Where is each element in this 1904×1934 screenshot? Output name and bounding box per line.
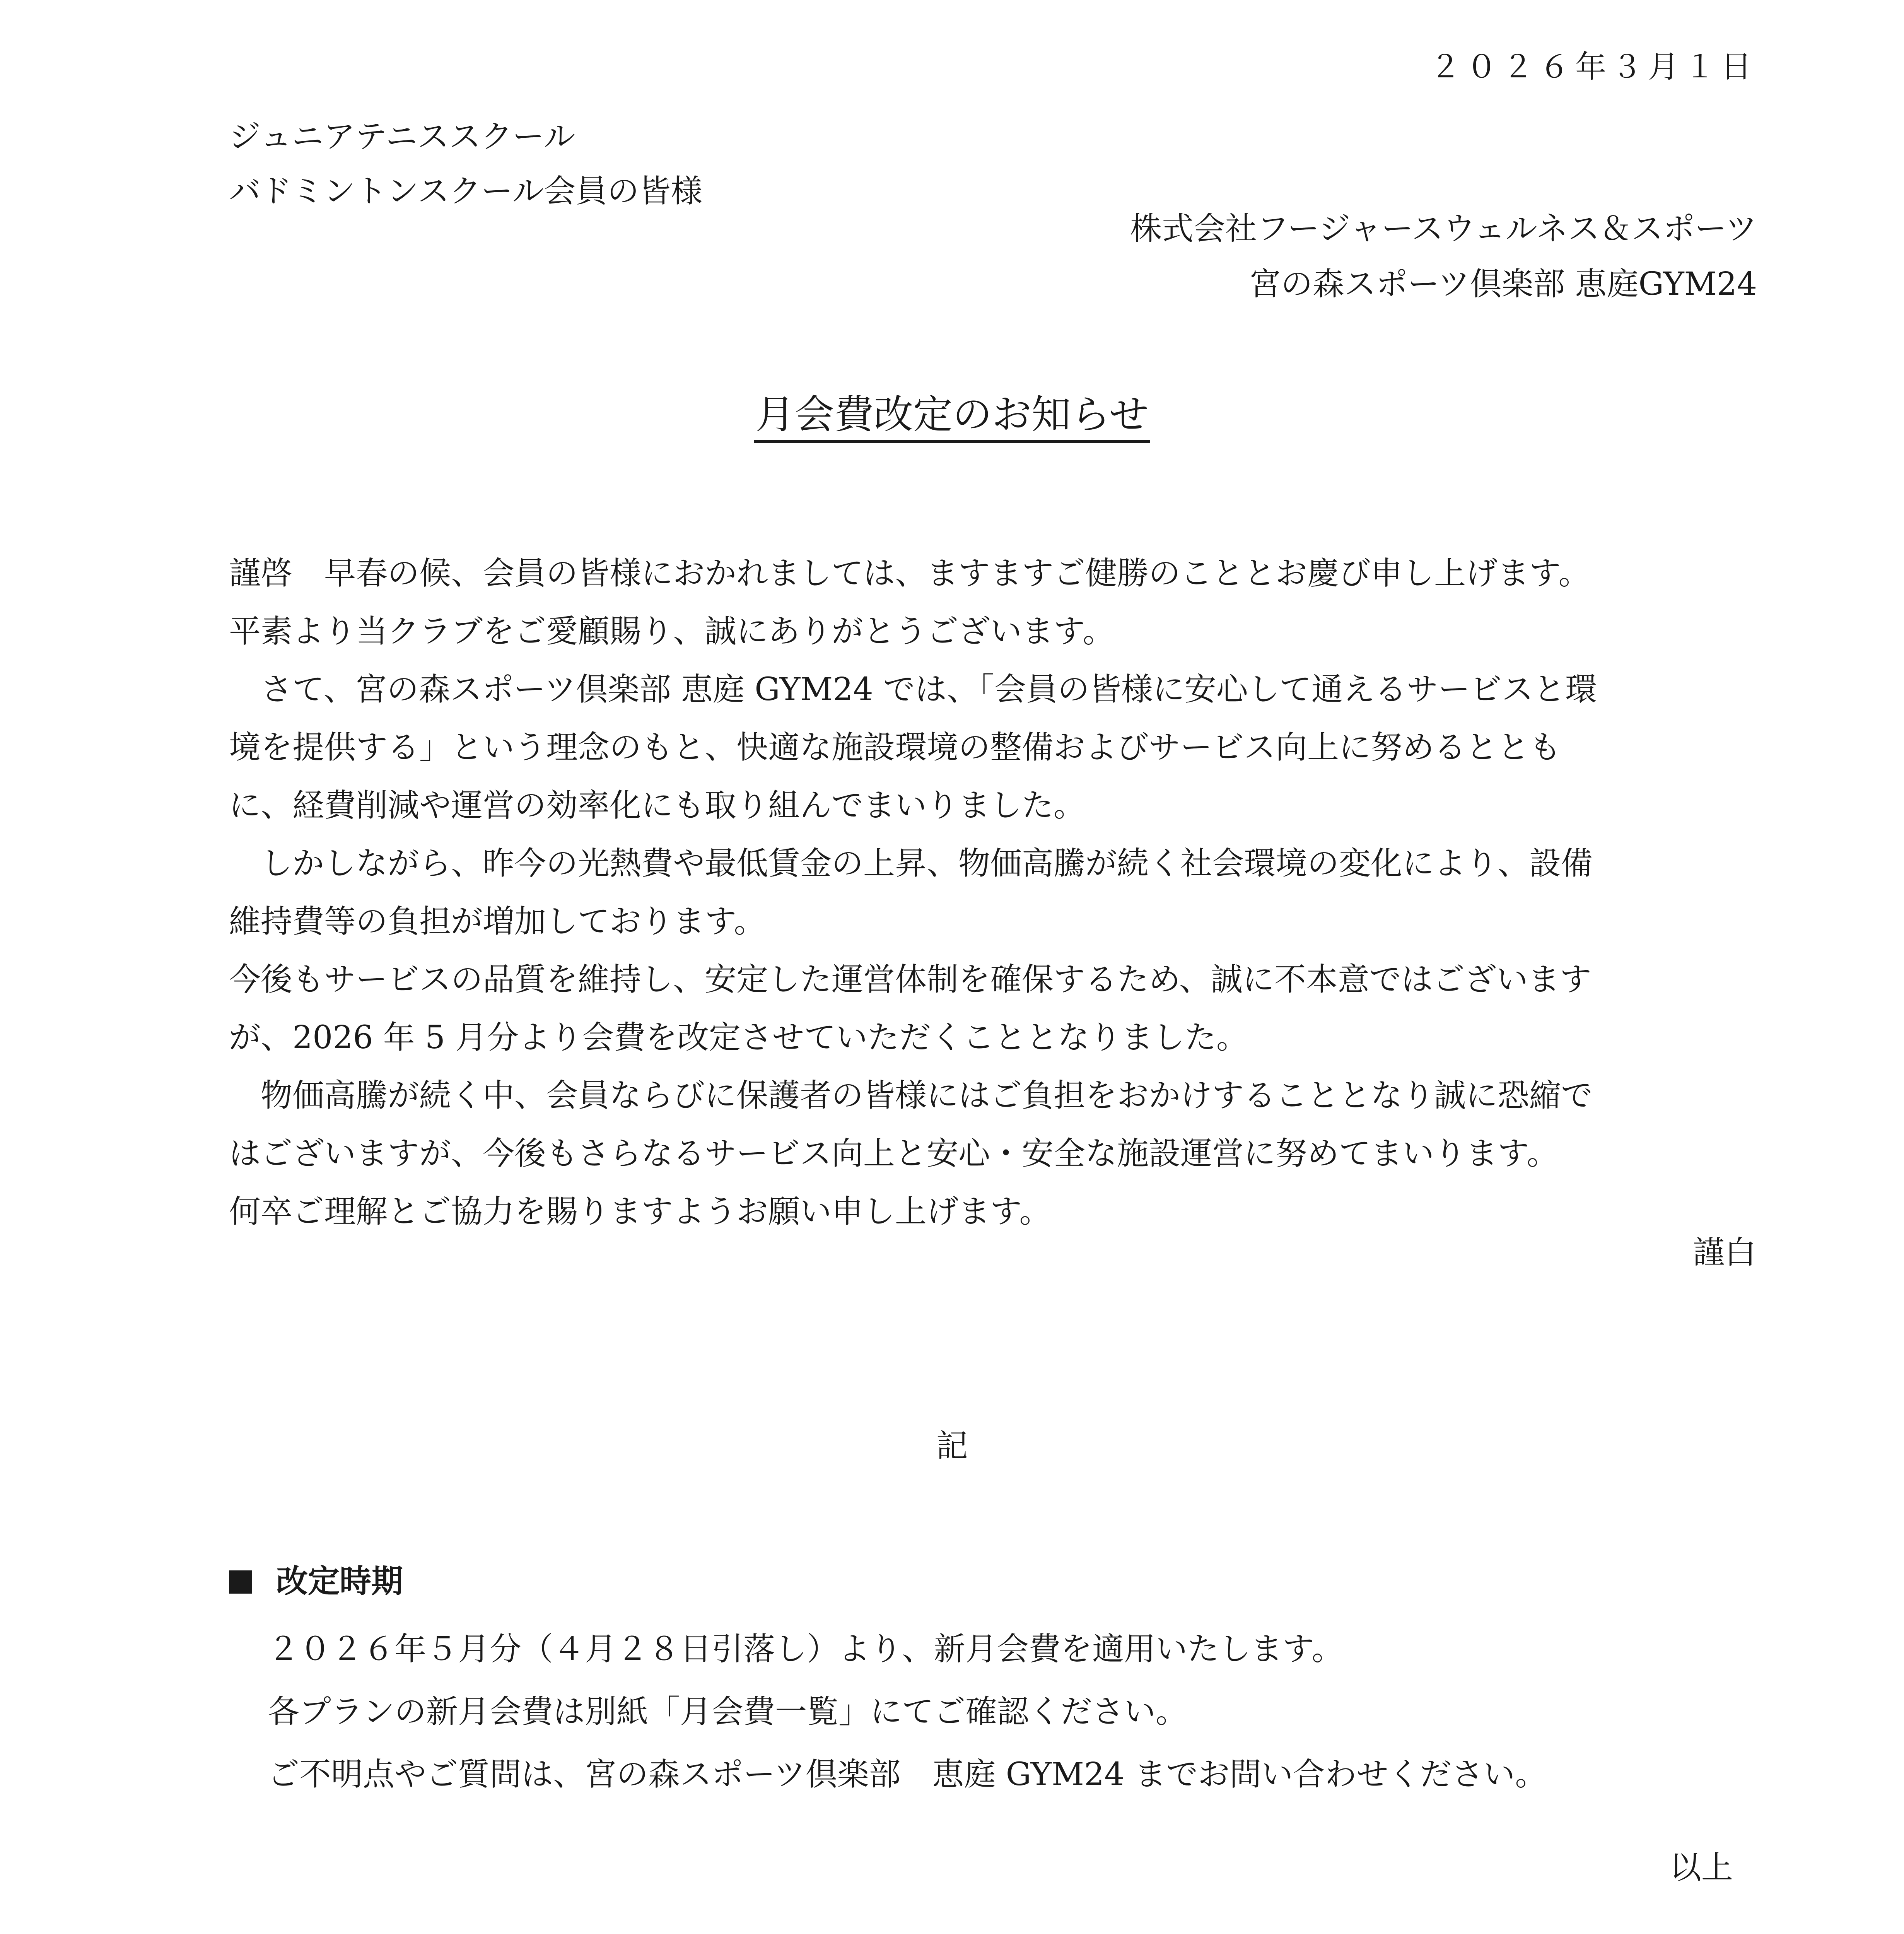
body-line: 境を提供する」という理念のもと、快適な施設環境の整備およびサービス向上に努めるととも [229,729,1561,766]
recipient-line: バドミントンスクール会員の皆様 [229,173,703,210]
section-heading [229,1563,403,1600]
section-line: ２０２６年５月分（４月２８日引落し）より、新月会費を適用いたします。 [268,1631,1344,1667]
ki-marker: 記 [936,1428,968,1464]
section-line: ご不明点やご質問は、宮の森スポーツ倶楽部 恵庭 GYM24 までお問い合わせください。 [268,1756,1547,1793]
recipient-line: ジュニアテニススクール [229,118,575,155]
body-line: しかしながら、昨今の光熱費や最低賃金の上昇、物価高騰が続く社会環境の変化により、設備 [229,845,1593,882]
body-line: に、経費削減や運営の効率化にも取り組んでまいりました。 [229,787,1086,824]
black-square-icon [229,1570,252,1594]
body-line: が、2026 年 5 月分より会費を改定させていただくこととなりました。 [229,1019,1248,1056]
section-body [268,1618,1547,1806]
section-line: 各プランの新月会費は別紙「月会費一覧」にてご確認ください。 [268,1693,1188,1730]
body-line: 謹啓 早春の候、会員の皆様におかれましては、ますますご健勝のこととお慶び申し上げます。 [229,555,1590,592]
section-heading-label: 改定時期 [276,1563,403,1600]
document-date: ２０２６年３月１日 [1430,49,1757,85]
body-line: はございますが、今後もさらなるサービス向上と安心・安全な施設運営に努めてまいります。 [229,1135,1559,1172]
document-title-wrapper [0,392,1904,443]
body-line: 平素より当クラブをご愛顧賜り、誠にありがとうございます。 [229,613,1115,650]
body-line: さて、宮の森スポーツ倶楽部 恵庭 GYM24 では、「会員の皆様に安心して通えるサービスと環 [229,671,1597,708]
closing-word: 謹白 [1692,1234,1756,1271]
ijou-marker: 以上 [1669,1849,1733,1886]
sender-company: 株式会社フージャースウェルネス＆スポーツ [1130,210,1757,247]
body-line: 物価高騰が続く中、会員ならびに保護者の皆様にはご負担をおかけすることとなり誠に恐縮で [229,1077,1593,1114]
body-line: 今後もサービスの品質を維持し、安定した運営体制を確保するため、誠に不本意ではございます [229,961,1592,998]
sender-facility: 宮の森スポーツ倶楽部 恵庭GYM24 [1249,266,1757,302]
body-line: 維持費等の負担が増加しております。 [229,903,766,940]
letter-body [229,545,1757,1241]
sender-block [1130,201,1757,312]
recipient-block [229,109,702,219]
document-title: 月会費改定のお知らせ [754,395,1150,443]
body-line: 何卒ご理解とご協力を賜りますようお願い申し上げます。 [229,1193,1051,1230]
